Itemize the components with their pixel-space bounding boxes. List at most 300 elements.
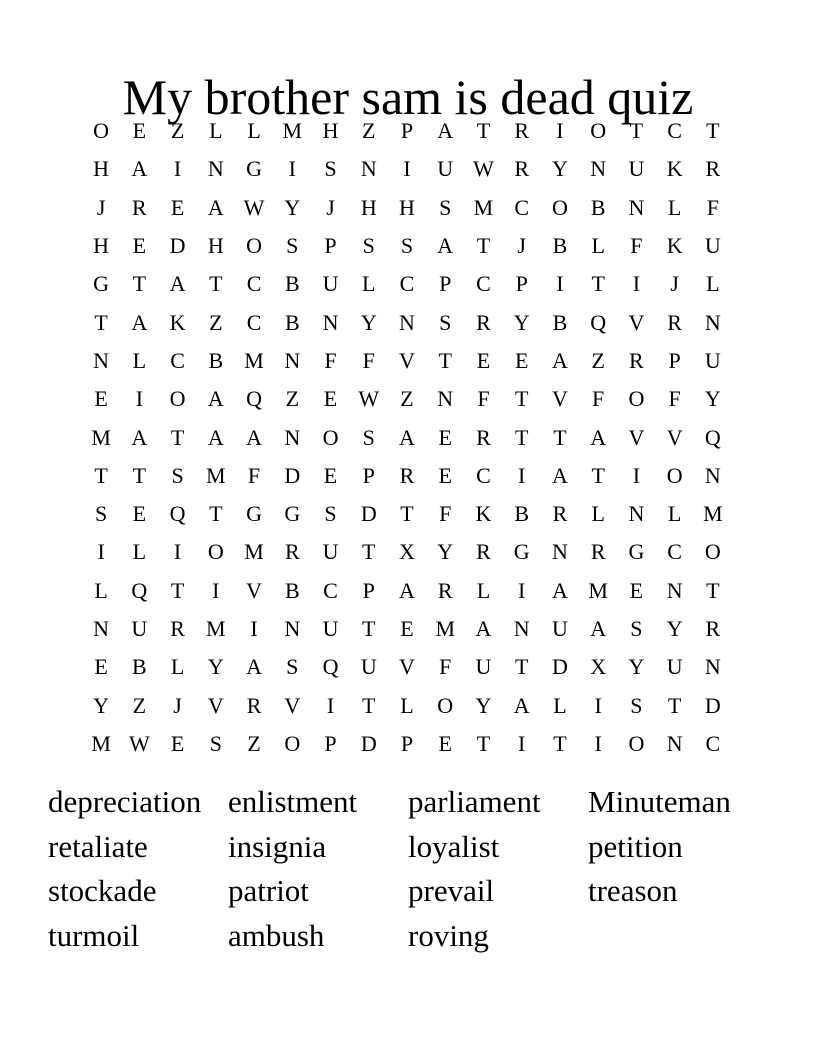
grid-letter: Y: [666, 616, 683, 641]
grid-letter: T: [706, 577, 720, 603]
grid-letter: R: [476, 309, 491, 335]
grid-letter: V: [628, 309, 645, 335]
grid-letter: R: [170, 616, 185, 641]
grid-letter: Y: [207, 654, 224, 680]
grid-letter: L: [209, 118, 223, 144]
grid-letter: T: [667, 692, 682, 718]
grid-letter: R: [705, 616, 721, 641]
grid-letter: G: [93, 271, 110, 297]
grid-letter: J: [517, 233, 526, 259]
grid-letter: Y: [628, 654, 645, 680]
grid-letter: P: [400, 118, 414, 144]
grid-letter: C: [246, 271, 262, 297]
grid-letter: O: [93, 118, 110, 144]
grid-letter: R: [476, 539, 491, 565]
grid-letter: F: [706, 194, 719, 220]
grid-letter: E: [170, 730, 185, 756]
grid-letter: B: [514, 501, 530, 527]
grid-letter: E: [132, 501, 147, 527]
word-list-item: patriot: [228, 873, 309, 909]
grid-letter: F: [439, 654, 452, 680]
grid-letter: G: [513, 539, 530, 565]
grid-letter: W: [473, 156, 494, 182]
grid-letter: I: [518, 730, 526, 756]
grid-letter: N: [322, 309, 339, 335]
grid-row: [82, 648, 732, 686]
grid-letter: I: [518, 462, 526, 488]
grid-letter: M: [473, 194, 494, 220]
grid-letter: O: [322, 424, 339, 450]
grid-letter: I: [173, 156, 182, 182]
grid-letter: L: [132, 347, 147, 373]
grid-letter: Z: [209, 309, 223, 335]
grid-letter: I: [403, 156, 411, 182]
grid-letter: L: [476, 577, 491, 603]
grid-letter: N: [437, 386, 454, 412]
grid-letter: O: [169, 386, 186, 412]
grid-letter: A: [551, 462, 568, 488]
grid-letter: C: [667, 539, 682, 565]
grid-letter: O: [551, 194, 568, 220]
grid-letter: S: [362, 233, 375, 259]
grid-letter: N: [628, 194, 645, 220]
grid-letter: M: [282, 118, 303, 144]
grid-letter: C: [170, 347, 185, 373]
grid-letter: I: [556, 271, 564, 297]
grid-letter: H: [207, 233, 224, 259]
grid-letter: A: [131, 156, 148, 182]
grid-letter: Q: [704, 424, 721, 450]
grid-letter: Q: [131, 577, 148, 603]
grid-letter: T: [476, 233, 491, 259]
grid-letter: N: [628, 501, 645, 527]
grid-letter: M: [703, 501, 723, 527]
grid-letter: L: [706, 271, 720, 297]
grid-letter: L: [667, 501, 682, 527]
grid-letter: S: [324, 156, 337, 182]
grid-letter: T: [362, 692, 376, 718]
grid-letter: T: [553, 424, 567, 450]
word-list-item: depreciation: [48, 784, 202, 819]
grid-letter: A: [207, 386, 224, 412]
word-list-item: roving: [408, 917, 489, 953]
grid-letter: Q: [169, 501, 186, 527]
grid-letter: J: [173, 692, 182, 718]
grid-letter: T: [514, 654, 529, 680]
grid-letter: N: [93, 616, 110, 641]
grid-letter: E: [170, 194, 185, 220]
grid-row: [82, 495, 732, 533]
grid-letter: D: [704, 692, 721, 718]
grid-letter: T: [706, 118, 720, 144]
word-search-grid: [82, 112, 732, 763]
grid-letter: L: [591, 233, 605, 259]
grid-letter: L: [553, 692, 567, 718]
grid-letter: N: [551, 539, 568, 565]
grid-row: [82, 457, 732, 495]
grid-letter: I: [556, 118, 564, 144]
grid-letter: A: [551, 347, 568, 373]
grid-letter: R: [667, 309, 682, 335]
grid-letter: O: [437, 692, 454, 718]
grid-letter: T: [362, 616, 376, 641]
grid-letter: R: [629, 347, 644, 373]
grid-letter: S: [286, 654, 299, 680]
grid-letter: E: [438, 462, 452, 488]
grid-letter: C: [667, 118, 682, 144]
grid-letter: K: [666, 156, 683, 182]
grid-letter: O: [284, 730, 301, 756]
grid-letter: T: [132, 271, 147, 297]
grid-letter: Z: [247, 730, 261, 756]
word-list-item: loyalist: [408, 828, 500, 864]
grid-letter: V: [284, 692, 301, 718]
grid-letter: R: [132, 194, 147, 220]
word-list-item: insignia: [228, 828, 327, 864]
word-list-item: prevail: [408, 873, 495, 909]
grid-letter: Y: [93, 692, 110, 718]
grid-letter: D: [360, 501, 377, 527]
grid-letter: T: [591, 462, 605, 488]
grid-letter: S: [400, 233, 414, 259]
grid-letter: P: [439, 271, 452, 297]
grid-letter: A: [551, 577, 568, 603]
grid-letter: I: [518, 577, 526, 603]
grid-letter: Y: [513, 309, 530, 335]
grid-letter: B: [284, 577, 300, 603]
grid-letter: V: [207, 692, 224, 718]
grid-letter: R: [705, 156, 721, 182]
grid-letter: R: [552, 501, 568, 527]
grid-letter: T: [170, 577, 185, 603]
grid-letter: M: [435, 616, 455, 641]
grid-letter: F: [592, 386, 605, 412]
grid-letter: P: [324, 730, 337, 756]
grid-letter: T: [514, 386, 529, 412]
grid-letter: T: [514, 424, 529, 450]
grid-letter: X: [590, 654, 607, 680]
grid-letter: J: [670, 271, 679, 297]
grid-letter: H: [322, 118, 339, 144]
grid-letter: S: [362, 424, 375, 450]
grid-letter: U: [475, 654, 492, 680]
grid-letter: A: [207, 194, 224, 220]
grid-letter: E: [438, 424, 452, 450]
grid-letter: K: [475, 501, 492, 527]
grid-row: [82, 342, 732, 380]
grid-letter: T: [476, 118, 491, 144]
grid-letter: O: [704, 539, 721, 565]
grid-letter: U: [628, 156, 645, 182]
grid-letter: V: [246, 577, 262, 603]
grid-letter: N: [513, 616, 530, 641]
grid-letter: V: [628, 424, 645, 450]
grid-letter: S: [324, 501, 337, 527]
grid-letter: I: [326, 692, 335, 718]
grid-letter: Z: [170, 118, 185, 144]
grid-letter: I: [97, 539, 105, 565]
grid-letter: P: [362, 462, 375, 488]
grid-letter: A: [169, 271, 186, 297]
grid-letter: G: [246, 156, 262, 182]
grid-letter: G: [246, 501, 262, 527]
grid-row: [82, 725, 732, 763]
grid-letter: T: [362, 539, 376, 565]
grid-letter: V: [551, 386, 568, 412]
word-list-item: petition: [588, 828, 683, 864]
grid-letter: P: [668, 347, 681, 373]
grid-letter: N: [590, 156, 607, 182]
grid-letter: Z: [362, 118, 376, 144]
grid-letter: F: [477, 386, 490, 412]
grid-row: [82, 189, 732, 227]
grid-letter: M: [244, 347, 264, 373]
grid-letter: A: [590, 424, 607, 450]
grid-letter: Y: [437, 539, 454, 565]
grid-letter: J: [96, 194, 106, 220]
grid-letter: A: [513, 692, 530, 718]
grid-letter: A: [207, 424, 224, 450]
grid-letter: U: [322, 271, 339, 297]
grid-letter: B: [284, 271, 300, 297]
grid-letter: M: [91, 730, 111, 756]
grid-letter: S: [286, 233, 299, 259]
grid-row: [82, 303, 732, 341]
grid-letter: A: [131, 424, 148, 450]
word-list: [48, 780, 778, 958]
grid-letter: D: [551, 654, 568, 680]
grid-letter: L: [94, 577, 108, 603]
grid-letter: F: [362, 347, 375, 373]
grid-letter: U: [551, 616, 568, 641]
grid-letter: V: [399, 347, 415, 373]
grid-letter: U: [360, 654, 377, 680]
grid-letter: W: [358, 386, 380, 412]
grid-letter: B: [552, 309, 568, 335]
grid-letter: H: [93, 233, 110, 259]
grid-letter: R: [437, 577, 453, 603]
grid-letter: B: [590, 194, 606, 220]
grid-letter: K: [169, 309, 186, 335]
grid-letter: S: [630, 692, 643, 718]
grid-letter: Y: [551, 156, 568, 182]
grid-letter: N: [93, 347, 110, 373]
grid-letter: O: [207, 539, 224, 565]
grid-letter: O: [628, 386, 645, 412]
grid-row: [82, 418, 732, 456]
grid-letter: N: [704, 654, 721, 680]
grid-letter: C: [476, 462, 491, 488]
grid-letter: P: [400, 730, 414, 756]
grid-letter: O: [666, 462, 683, 488]
word-list-item: parliament: [408, 784, 541, 819]
word-list-item: turmoil: [48, 917, 140, 953]
grid-letter: S: [439, 309, 452, 335]
grid-letter: Z: [400, 386, 414, 412]
grid-letter: F: [324, 347, 337, 373]
grid-letter: C: [705, 730, 721, 756]
grid-letter: E: [514, 347, 529, 373]
grid-letter: P: [362, 577, 375, 603]
grid-letter: A: [437, 233, 454, 259]
word-list-item: stockade: [48, 873, 157, 909]
grid-letter: N: [284, 347, 301, 373]
grid-row: [82, 227, 732, 265]
word-list-item: treason: [588, 873, 678, 909]
grid-letter: Y: [475, 692, 492, 718]
grid-letter: R: [399, 462, 415, 488]
grid-letter: L: [247, 118, 261, 144]
grid-letter: I: [288, 156, 296, 182]
grid-row: [82, 112, 732, 150]
grid-letter: I: [594, 692, 602, 718]
grid-letter: E: [438, 730, 452, 756]
grid-letter: L: [667, 194, 682, 220]
grid-letter: A: [246, 424, 262, 450]
grid-row: [82, 533, 732, 571]
grid-letter: S: [209, 730, 222, 756]
grid-letter: I: [250, 616, 258, 641]
grid-letter: R: [246, 692, 262, 718]
grid-row: [82, 572, 732, 610]
grid-letter: E: [132, 118, 147, 144]
grid-letter: U: [704, 347, 721, 373]
grid-letter: O: [590, 118, 607, 144]
grid-letter: A: [399, 424, 415, 450]
grid-letter: N: [704, 309, 721, 335]
word-list-item: enlistment: [228, 784, 358, 819]
grid-letter: L: [591, 501, 605, 527]
grid-letter: A: [590, 616, 607, 641]
grid-letter: N: [284, 616, 301, 641]
grid-letter: R: [514, 118, 530, 144]
grid-letter: N: [207, 156, 224, 182]
grid-letter: T: [170, 424, 185, 450]
grid-letter: U: [131, 616, 148, 641]
page-title: My brother sam is dead quiz: [122, 68, 694, 125]
grid-letter: R: [590, 539, 606, 565]
grid-row: [82, 610, 732, 648]
grid-letter: T: [94, 462, 108, 488]
grid-letter: F: [630, 233, 643, 259]
grid-letter: I: [632, 462, 641, 488]
grid-letter: B: [208, 347, 224, 373]
grid-letter: V: [399, 654, 415, 680]
grid-letter: I: [212, 577, 220, 603]
grid-letter: N: [284, 424, 301, 450]
grid-letter: E: [629, 577, 644, 603]
grid-letter: I: [173, 539, 182, 565]
grid-letter: B: [552, 233, 568, 259]
grid-letter: T: [209, 271, 223, 297]
grid-letter: Y: [704, 386, 721, 412]
grid-letter: C: [399, 271, 415, 297]
grid-letter: T: [94, 309, 108, 335]
grid-letter: A: [399, 577, 415, 603]
grid-letter: E: [476, 347, 491, 373]
grid-letter: C: [246, 309, 262, 335]
grid-letter: C: [323, 577, 338, 603]
grid-letter: Q: [322, 654, 339, 680]
grid-letter: R: [476, 424, 491, 450]
grid-row: [82, 380, 732, 418]
grid-letter: E: [323, 462, 338, 488]
word-list-item: Minuteman: [588, 784, 731, 819]
grid-letter: U: [704, 233, 721, 259]
grid-letter: C: [476, 271, 491, 297]
grid-letter: U: [666, 654, 683, 680]
grid-letter: O: [246, 233, 262, 259]
grid-letter: M: [206, 616, 226, 641]
grid-letter: N: [704, 462, 721, 488]
grid-letter: I: [135, 386, 144, 412]
grid-letter: L: [132, 539, 147, 565]
grid-letter: Z: [285, 386, 300, 412]
grid-letter: X: [399, 539, 415, 565]
grid-letter: R: [284, 539, 300, 565]
grid-letter: E: [400, 616, 414, 641]
grid-letter: B: [284, 309, 300, 335]
grid-letter: L: [362, 271, 376, 297]
grid-letter: E: [94, 654, 108, 680]
grid-letter: D: [284, 462, 301, 488]
grid-letter: V: [666, 424, 683, 450]
grid-letter: H: [399, 194, 415, 220]
grid-letter: D: [360, 730, 377, 756]
grid-letter: T: [476, 730, 491, 756]
grid-letter: L: [400, 692, 414, 718]
grid-letter: C: [514, 194, 530, 220]
grid-letter: E: [132, 233, 147, 259]
grid-letter: Q: [246, 386, 262, 412]
grid-letter: J: [326, 194, 335, 220]
grid-letter: N: [399, 309, 415, 335]
grid-letter: Y: [284, 194, 301, 220]
grid-letter: U: [322, 616, 339, 641]
grid-letter: U: [437, 156, 454, 182]
grid-letter: T: [553, 730, 567, 756]
grid-letter: D: [169, 233, 186, 259]
grid-letter: Q: [590, 309, 607, 335]
grid-letter: R: [514, 156, 530, 182]
grid-letter: E: [94, 386, 108, 412]
grid-letter: S: [439, 194, 452, 220]
grid-letter: A: [475, 616, 492, 641]
grid-row: [82, 686, 732, 724]
grid-letter: M: [91, 424, 111, 450]
grid-letter: T: [629, 118, 644, 144]
grid-letter: Z: [591, 347, 605, 373]
grid-letter: N: [666, 577, 683, 603]
grid-letter: M: [588, 577, 608, 603]
grid-letter: F: [247, 462, 261, 488]
grid-letter: Z: [132, 692, 147, 718]
grid-letter: S: [171, 462, 184, 488]
grid-letter: A: [131, 309, 148, 335]
grid-letter: T: [209, 501, 223, 527]
grid-letter: A: [246, 654, 262, 680]
grid-letter: W: [243, 194, 265, 220]
grid-letter: P: [515, 271, 528, 297]
grid-letter: O: [628, 730, 645, 756]
grid-letter: Y: [360, 309, 377, 335]
grid-letter: H: [360, 194, 377, 220]
grid-letter: W: [128, 730, 150, 756]
grid-row: [82, 265, 732, 303]
grid-letter: H: [93, 156, 110, 182]
grid-letter: I: [594, 730, 602, 756]
grid-letter: M: [206, 462, 226, 488]
